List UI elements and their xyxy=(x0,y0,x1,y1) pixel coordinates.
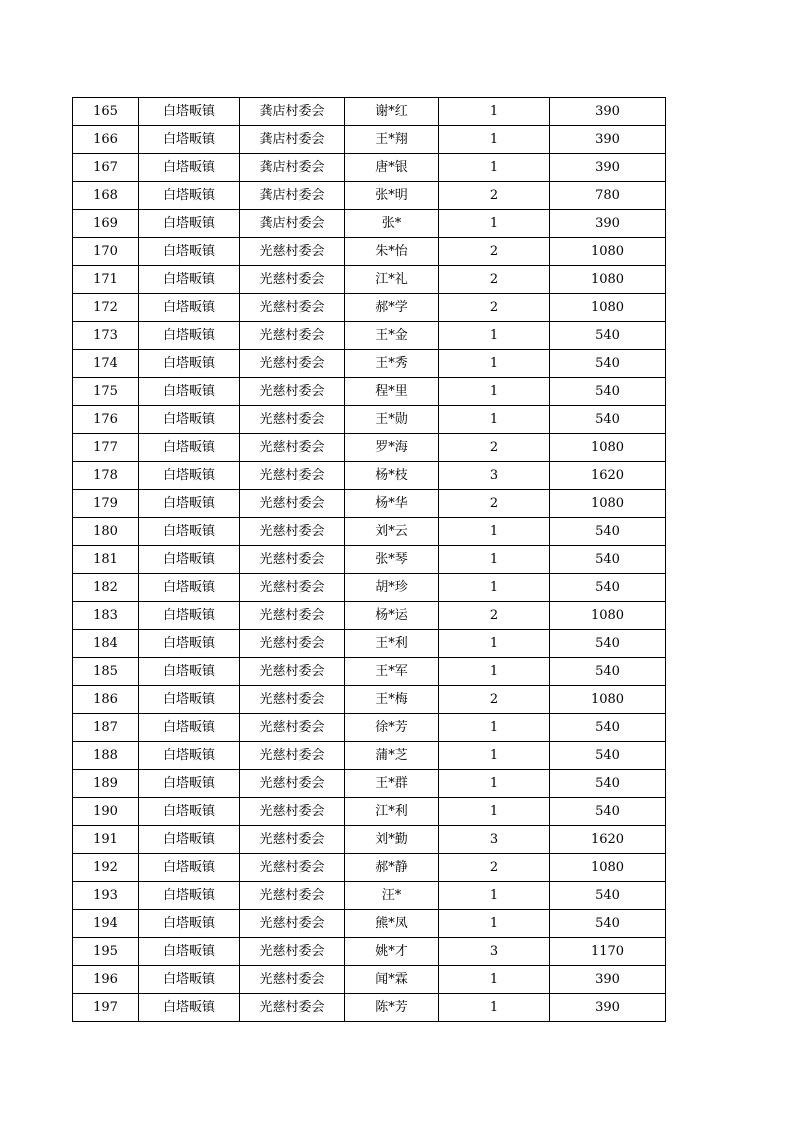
cell-amount: 540 xyxy=(550,546,666,574)
cell-index: 170 xyxy=(73,238,139,266)
cell-town: 白塔畈镇 xyxy=(139,210,240,238)
cell-village: 龚店村委会 xyxy=(240,126,345,154)
cell-amount: 1080 xyxy=(550,490,666,518)
cell-count: 2 xyxy=(439,602,550,630)
cell-name: 王*梅 xyxy=(345,686,439,714)
cell-count: 1 xyxy=(439,518,550,546)
cell-amount: 540 xyxy=(550,406,666,434)
cell-name: 张* xyxy=(345,210,439,238)
cell-index: 177 xyxy=(73,434,139,462)
table-body xyxy=(73,98,666,1022)
cell-amount: 540 xyxy=(550,910,666,938)
cell-index: 168 xyxy=(73,182,139,210)
cell-amount: 390 xyxy=(550,126,666,154)
cell-town: 白塔畈镇 xyxy=(139,322,240,350)
cell-count: 1 xyxy=(439,378,550,406)
cell-village: 光慈村委会 xyxy=(240,574,345,602)
cell-town: 白塔畈镇 xyxy=(139,910,240,938)
cell-name: 王*秀 xyxy=(345,350,439,378)
cell-town: 白塔畈镇 xyxy=(139,742,240,770)
cell-village: 光慈村委会 xyxy=(240,266,345,294)
table-row xyxy=(73,602,666,630)
cell-name: 罗*海 xyxy=(345,434,439,462)
cell-name: 王*利 xyxy=(345,630,439,658)
cell-town: 白塔畈镇 xyxy=(139,238,240,266)
cell-village: 龚店村委会 xyxy=(240,98,345,126)
cell-count: 2 xyxy=(439,686,550,714)
table-row xyxy=(73,434,666,462)
cell-village: 龚店村委会 xyxy=(240,210,345,238)
cell-village: 光慈村委会 xyxy=(240,322,345,350)
cell-village: 光慈村委会 xyxy=(240,798,345,826)
cell-town: 白塔畈镇 xyxy=(139,770,240,798)
table-row xyxy=(73,126,666,154)
cell-town: 白塔畈镇 xyxy=(139,434,240,462)
cell-amount: 1170 xyxy=(550,938,666,966)
cell-town: 白塔畈镇 xyxy=(139,994,240,1022)
table-row xyxy=(73,378,666,406)
cell-name: 王*群 xyxy=(345,770,439,798)
cell-index: 182 xyxy=(73,574,139,602)
cell-name: 张*明 xyxy=(345,182,439,210)
cell-index: 187 xyxy=(73,714,139,742)
cell-amount: 390 xyxy=(550,210,666,238)
cell-village: 光慈村委会 xyxy=(240,462,345,490)
cell-name: 程*里 xyxy=(345,378,439,406)
cell-town: 白塔畈镇 xyxy=(139,658,240,686)
table-row xyxy=(73,938,666,966)
cell-town: 白塔畈镇 xyxy=(139,406,240,434)
cell-count: 2 xyxy=(439,434,550,462)
cell-town: 白塔畈镇 xyxy=(139,798,240,826)
table-row xyxy=(73,210,666,238)
cell-index: 192 xyxy=(73,854,139,882)
cell-village: 光慈村委会 xyxy=(240,238,345,266)
cell-count: 1 xyxy=(439,658,550,686)
cell-index: 184 xyxy=(73,630,139,658)
table-row xyxy=(73,742,666,770)
cell-count: 1 xyxy=(439,546,550,574)
cell-index: 173 xyxy=(73,322,139,350)
cell-village: 光慈村委会 xyxy=(240,490,345,518)
cell-amount: 540 xyxy=(550,350,666,378)
cell-village: 光慈村委会 xyxy=(240,602,345,630)
table-row xyxy=(73,994,666,1022)
cell-name: 姚*才 xyxy=(345,938,439,966)
cell-count: 3 xyxy=(439,462,550,490)
cell-count: 1 xyxy=(439,322,550,350)
cell-count: 1 xyxy=(439,406,550,434)
cell-amount: 1080 xyxy=(550,434,666,462)
cell-village: 光慈村委会 xyxy=(240,770,345,798)
cell-index: 188 xyxy=(73,742,139,770)
cell-town: 白塔畈镇 xyxy=(139,98,240,126)
table-row xyxy=(73,630,666,658)
cell-village: 光慈村委会 xyxy=(240,966,345,994)
cell-village: 光慈村委会 xyxy=(240,714,345,742)
cell-amount: 390 xyxy=(550,98,666,126)
cell-count: 3 xyxy=(439,938,550,966)
table-row xyxy=(73,238,666,266)
cell-index: 190 xyxy=(73,798,139,826)
cell-amount: 390 xyxy=(550,994,666,1022)
cell-index: 169 xyxy=(73,210,139,238)
table-row xyxy=(73,98,666,126)
cell-amount: 540 xyxy=(550,798,666,826)
cell-name: 王*勋 xyxy=(345,406,439,434)
cell-village: 光慈村委会 xyxy=(240,294,345,322)
cell-index: 195 xyxy=(73,938,139,966)
cell-count: 1 xyxy=(439,714,550,742)
cell-count: 2 xyxy=(439,182,550,210)
cell-name: 汪* xyxy=(345,882,439,910)
cell-name: 胡*珍 xyxy=(345,574,439,602)
cell-village: 龚店村委会 xyxy=(240,154,345,182)
cell-town: 白塔畈镇 xyxy=(139,154,240,182)
cell-amount: 540 xyxy=(550,658,666,686)
cell-amount: 540 xyxy=(550,378,666,406)
cell-name: 徐*芳 xyxy=(345,714,439,742)
cell-name: 唐*银 xyxy=(345,154,439,182)
cell-index: 179 xyxy=(73,490,139,518)
cell-town: 白塔畈镇 xyxy=(139,966,240,994)
cell-amount: 1080 xyxy=(550,294,666,322)
table-row xyxy=(73,490,666,518)
cell-amount: 540 xyxy=(550,882,666,910)
subsidy-table xyxy=(72,97,666,1022)
cell-count: 1 xyxy=(439,798,550,826)
cell-amount: 390 xyxy=(550,154,666,182)
cell-village: 光慈村委会 xyxy=(240,630,345,658)
table-row xyxy=(73,854,666,882)
cell-village: 光慈村委会 xyxy=(240,518,345,546)
cell-town: 白塔畈镇 xyxy=(139,294,240,322)
cell-amount: 540 xyxy=(550,574,666,602)
table-row xyxy=(73,966,666,994)
cell-amount: 390 xyxy=(550,966,666,994)
cell-amount: 1080 xyxy=(550,238,666,266)
cell-amount: 1080 xyxy=(550,602,666,630)
cell-index: 194 xyxy=(73,910,139,938)
cell-count: 1 xyxy=(439,742,550,770)
cell-index: 167 xyxy=(73,154,139,182)
cell-amount: 1080 xyxy=(550,686,666,714)
cell-index: 197 xyxy=(73,994,139,1022)
cell-amount: 540 xyxy=(550,742,666,770)
table-row xyxy=(73,686,666,714)
cell-town: 白塔畈镇 xyxy=(139,630,240,658)
cell-amount: 540 xyxy=(550,770,666,798)
cell-name: 张*琴 xyxy=(345,546,439,574)
table-row xyxy=(73,798,666,826)
cell-index: 183 xyxy=(73,602,139,630)
cell-town: 白塔畈镇 xyxy=(139,854,240,882)
cell-town: 白塔畈镇 xyxy=(139,182,240,210)
table-row xyxy=(73,322,666,350)
cell-name: 杨*运 xyxy=(345,602,439,630)
table-row xyxy=(73,770,666,798)
cell-amount: 1620 xyxy=(550,462,666,490)
cell-village: 光慈村委会 xyxy=(240,938,345,966)
table-row xyxy=(73,406,666,434)
cell-index: 185 xyxy=(73,658,139,686)
cell-index: 172 xyxy=(73,294,139,322)
table-row xyxy=(73,910,666,938)
cell-name: 王*翔 xyxy=(345,126,439,154)
cell-index: 186 xyxy=(73,686,139,714)
cell-amount: 1080 xyxy=(550,854,666,882)
cell-name: 熊*凤 xyxy=(345,910,439,938)
cell-count: 2 xyxy=(439,490,550,518)
cell-town: 白塔畈镇 xyxy=(139,378,240,406)
cell-count: 1 xyxy=(439,154,550,182)
cell-name: 王*金 xyxy=(345,322,439,350)
cell-amount: 1080 xyxy=(550,266,666,294)
cell-village: 光慈村委会 xyxy=(240,910,345,938)
cell-town: 白塔畈镇 xyxy=(139,518,240,546)
cell-index: 193 xyxy=(73,882,139,910)
cell-amount: 540 xyxy=(550,322,666,350)
cell-name: 江*利 xyxy=(345,798,439,826)
cell-town: 白塔畈镇 xyxy=(139,462,240,490)
cell-count: 1 xyxy=(439,350,550,378)
cell-amount: 540 xyxy=(550,518,666,546)
table-row xyxy=(73,266,666,294)
table-row xyxy=(73,182,666,210)
cell-amount: 540 xyxy=(550,630,666,658)
cell-town: 白塔畈镇 xyxy=(139,826,240,854)
cell-name: 杨*枝 xyxy=(345,462,439,490)
cell-town: 白塔畈镇 xyxy=(139,714,240,742)
cell-village: 光慈村委会 xyxy=(240,882,345,910)
cell-town: 白塔畈镇 xyxy=(139,574,240,602)
cell-amount: 540 xyxy=(550,714,666,742)
table-row xyxy=(73,546,666,574)
cell-village: 光慈村委会 xyxy=(240,406,345,434)
cell-name: 杨*华 xyxy=(345,490,439,518)
cell-town: 白塔畈镇 xyxy=(139,882,240,910)
cell-name: 郝*静 xyxy=(345,854,439,882)
cell-name: 陈*芳 xyxy=(345,994,439,1022)
cell-town: 白塔畈镇 xyxy=(139,546,240,574)
table-row xyxy=(73,882,666,910)
cell-count: 1 xyxy=(439,966,550,994)
table-row xyxy=(73,154,666,182)
table-row xyxy=(73,294,666,322)
cell-index: 180 xyxy=(73,518,139,546)
cell-count: 1 xyxy=(439,630,550,658)
cell-count: 1 xyxy=(439,994,550,1022)
cell-count: 2 xyxy=(439,854,550,882)
cell-index: 165 xyxy=(73,98,139,126)
cell-village: 龚店村委会 xyxy=(240,182,345,210)
cell-village: 光慈村委会 xyxy=(240,686,345,714)
table-row xyxy=(73,462,666,490)
cell-village: 光慈村委会 xyxy=(240,826,345,854)
cell-name: 刘*勤 xyxy=(345,826,439,854)
cell-index: 178 xyxy=(73,462,139,490)
cell-town: 白塔畈镇 xyxy=(139,490,240,518)
cell-count: 2 xyxy=(439,238,550,266)
cell-village: 光慈村委会 xyxy=(240,658,345,686)
cell-village: 光慈村委会 xyxy=(240,434,345,462)
cell-name: 闻*霖 xyxy=(345,966,439,994)
cell-count: 1 xyxy=(439,770,550,798)
cell-name: 谢*红 xyxy=(345,98,439,126)
cell-town: 白塔畈镇 xyxy=(139,602,240,630)
cell-index: 174 xyxy=(73,350,139,378)
cell-village: 光慈村委会 xyxy=(240,742,345,770)
cell-town: 白塔畈镇 xyxy=(139,126,240,154)
table-row xyxy=(73,658,666,686)
cell-town: 白塔畈镇 xyxy=(139,266,240,294)
cell-town: 白塔畈镇 xyxy=(139,938,240,966)
cell-village: 光慈村委会 xyxy=(240,378,345,406)
cell-index: 189 xyxy=(73,770,139,798)
table-row xyxy=(73,518,666,546)
cell-count: 2 xyxy=(439,266,550,294)
cell-count: 1 xyxy=(439,882,550,910)
table-row xyxy=(73,350,666,378)
cell-count: 3 xyxy=(439,826,550,854)
table-row xyxy=(73,574,666,602)
cell-index: 181 xyxy=(73,546,139,574)
cell-village: 光慈村委会 xyxy=(240,546,345,574)
cell-count: 2 xyxy=(439,294,550,322)
cell-count: 1 xyxy=(439,126,550,154)
cell-village: 光慈村委会 xyxy=(240,854,345,882)
cell-count: 1 xyxy=(439,910,550,938)
cell-name: 蒲*芝 xyxy=(345,742,439,770)
cell-name: 江*礼 xyxy=(345,266,439,294)
cell-index: 171 xyxy=(73,266,139,294)
cell-count: 1 xyxy=(439,210,550,238)
cell-name: 郝*学 xyxy=(345,294,439,322)
cell-name: 朱*怡 xyxy=(345,238,439,266)
cell-index: 196 xyxy=(73,966,139,994)
cell-index: 191 xyxy=(73,826,139,854)
cell-index: 175 xyxy=(73,378,139,406)
cell-town: 白塔畈镇 xyxy=(139,686,240,714)
cell-village: 光慈村委会 xyxy=(240,994,345,1022)
cell-count: 1 xyxy=(439,574,550,602)
cell-name: 刘*云 xyxy=(345,518,439,546)
table-row xyxy=(73,826,666,854)
cell-count: 1 xyxy=(439,98,550,126)
cell-amount: 780 xyxy=(550,182,666,210)
cell-name: 王*军 xyxy=(345,658,439,686)
cell-village: 光慈村委会 xyxy=(240,350,345,378)
cell-amount: 1620 xyxy=(550,826,666,854)
table-row xyxy=(73,714,666,742)
cell-index: 166 xyxy=(73,126,139,154)
cell-town: 白塔畈镇 xyxy=(139,350,240,378)
cell-index: 176 xyxy=(73,406,139,434)
